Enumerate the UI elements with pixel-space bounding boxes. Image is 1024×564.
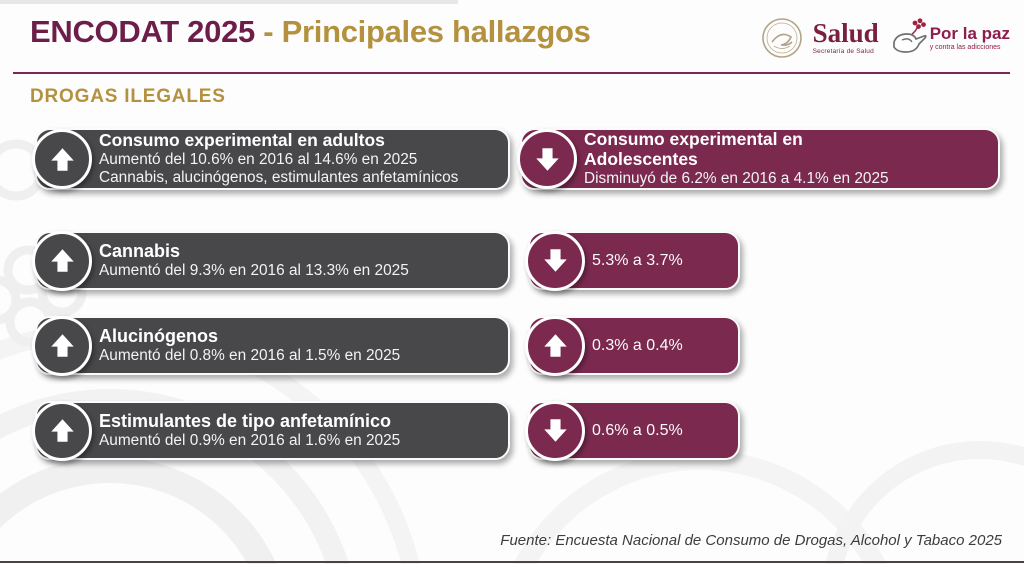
finding-stimulants-box	[35, 401, 510, 460]
up-arrow-icon	[32, 316, 92, 376]
down-arrow-icon	[517, 129, 577, 189]
finding-line: Aumentó del 10.6% en 2016 al 14.6% en 2025	[99, 150, 418, 168]
salud-wordmark: Salud	[812, 18, 879, 49]
header-divider	[13, 72, 1010, 74]
finding-title: Consumo experimental en Adolescentes	[584, 129, 803, 169]
finding-content	[37, 411, 408, 449]
title-secondary: Principales hallazgos	[281, 14, 591, 49]
gobierno-seal-icon	[760, 16, 804, 60]
finding-label: 0.6% a 0.5%	[592, 421, 683, 439]
up-arrow-icon	[32, 129, 92, 189]
top-edge-strip	[0, 0, 458, 4]
finding-line: Aumentó del 0.8% en 2016 al 1.5% en 2025	[99, 346, 401, 364]
peace-dove-icon	[888, 18, 928, 58]
source-note: Fuente: Encuesta Nacional de Consumo de Drogas, Alcohol y Tabaco 2025	[500, 532, 1002, 549]
paz-text	[930, 25, 1010, 51]
title-primary: ENCODAT 2025	[30, 14, 255, 49]
section-title: DROGAS ILEGALES	[30, 86, 226, 107]
up-arrow-icon	[525, 316, 585, 376]
hallucinogens-adolescents-box	[528, 316, 740, 375]
finding-adults-box	[35, 128, 510, 190]
finding-title: Alucinógenos	[99, 326, 219, 347]
finding-line: Cannabis, alucinógenos, estimulantes anfetamínicos	[99, 168, 459, 186]
finding-label: 5.3% a 3.7%	[592, 251, 683, 269]
stimulants-adolescents-box	[528, 401, 740, 460]
por-la-paz-logo	[888, 18, 1010, 58]
down-arrow-icon	[525, 401, 585, 461]
finding-content	[522, 130, 897, 187]
cannabis-adolescents-box	[528, 231, 740, 290]
finding-title: Cannabis	[99, 241, 181, 262]
finding-title: Estimulantes de tipo anfetamínico	[99, 411, 392, 432]
finding-hallucinogens-box	[35, 316, 510, 375]
salud-subtitle: Secretaría de Salud	[812, 48, 874, 56]
header-logos	[760, 16, 1010, 60]
finding-content	[37, 131, 466, 187]
finding-cannabis-box	[35, 231, 510, 290]
bottom-border	[0, 561, 1024, 563]
finding-content	[37, 241, 417, 279]
salud-logo	[813, 20, 879, 56]
up-arrow-icon	[32, 401, 92, 461]
up-arrow-icon	[32, 231, 92, 291]
paz-wordmark: Por la paz	[929, 24, 1010, 43]
page-title	[30, 14, 591, 50]
finding-content	[37, 326, 408, 364]
finding-title: Consumo experimental en adultos	[99, 130, 385, 151]
finding-line: Aumentó del 9.3% en 2016 al 13.3% en 2025	[99, 261, 409, 279]
finding-label: 0.3% a 0.4%	[592, 336, 683, 354]
down-arrow-icon	[525, 231, 585, 291]
finding-line: Aumentó del 0.9% en 2016 al 1.6% en 2025	[99, 431, 401, 449]
finding-adolescents-box	[520, 128, 1000, 190]
paz-subtitle: y contra las adicciones	[929, 44, 1001, 51]
title-separator: -	[254, 14, 282, 49]
finding-line: Disminuyó de 6.2% en 2016 a 4.1% en 2025	[584, 169, 889, 187]
